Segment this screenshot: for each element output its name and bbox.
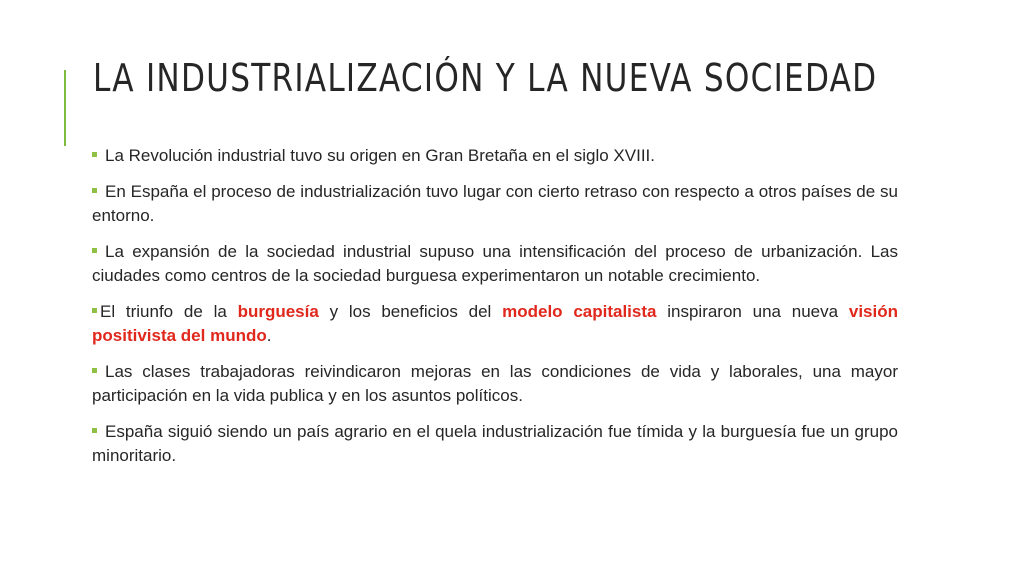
bullet-text: La expansión de la sociedad industrial supuso una intensificación del proceso de urbanización. Las ciudades como centros de la sociedad burguesa experimentaron un notable crecimiento. bbox=[92, 242, 898, 285]
bullet-text: La Revolución industrial tuvo su origen en Gran Bretaña en el siglo XVIII. bbox=[105, 146, 655, 165]
bullet-text: El triunfo de la bbox=[100, 302, 238, 321]
highlight-vision-positivista: visión positivista del mundo bbox=[92, 302, 898, 345]
bullet-marker-icon bbox=[92, 308, 97, 313]
bullet-list bbox=[92, 144, 898, 480]
bullet-text: . bbox=[266, 326, 272, 345]
bullet-item bbox=[92, 180, 898, 228]
bullet-text: En España el proceso de industrialización tuvo lugar con cierto retraso con respecto a otros países de su entorno. bbox=[92, 182, 898, 225]
bullet-text: y los beneficios del bbox=[318, 302, 503, 321]
highlight-modelo-capitalista: modelo capitalista bbox=[502, 302, 657, 321]
bullet-marker-icon bbox=[92, 368, 97, 373]
bullet-item bbox=[92, 300, 898, 348]
bullet-marker-icon bbox=[92, 248, 97, 253]
accent-bar bbox=[64, 70, 66, 146]
highlight-burguesia: burguesía bbox=[237, 302, 319, 321]
bullet-marker-icon bbox=[92, 152, 97, 157]
bullet-text: inspiraron una nueva bbox=[656, 302, 849, 321]
bullet-text: Las clases trabajadoras reivindicaron mejoras en las condiciones de vida y laborales, una mayor participación en la vida publica y en los asuntos políticos. bbox=[92, 362, 898, 405]
bullet-item bbox=[92, 240, 898, 288]
bullet-marker-icon bbox=[92, 428, 97, 433]
bullet-item bbox=[92, 360, 898, 408]
bullet-item bbox=[92, 420, 898, 468]
bullet-text: España siguió siendo un país agrario en el quela industrialización fue tímida y la burguesía fue un grupo minoritario. bbox=[92, 422, 898, 465]
bullet-item bbox=[92, 144, 898, 168]
slide-title: LA INDUSTRIALIZACIÓN Y LA NUEVA SOCIEDAD bbox=[93, 56, 878, 100]
bullet-marker-icon bbox=[92, 188, 97, 193]
